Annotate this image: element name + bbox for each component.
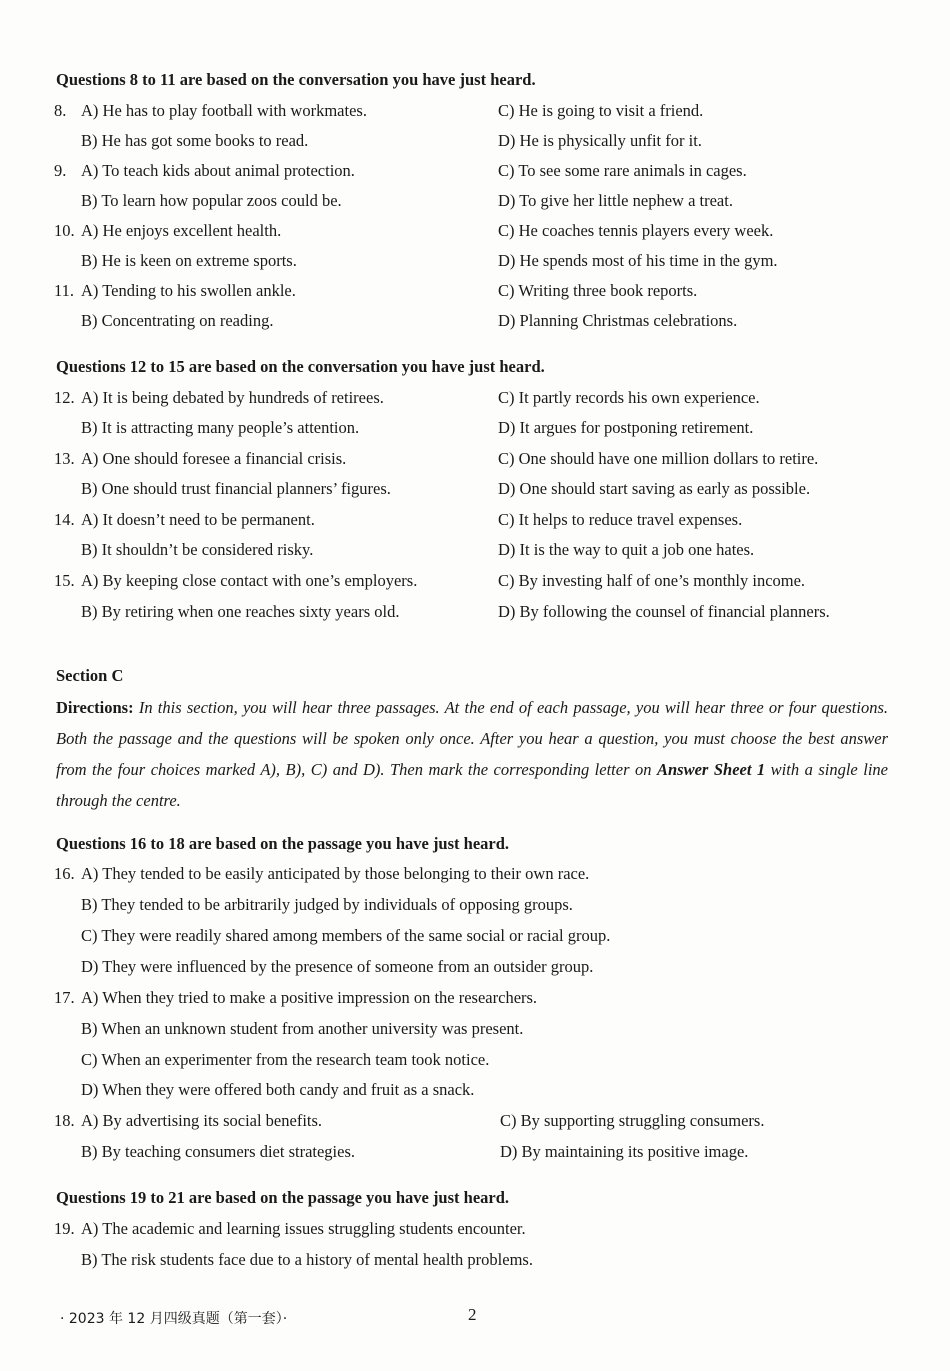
option-d: D) By following the counsel of financial planners. (498, 602, 830, 621)
option-b: B) To learn how popular zoos could be. (81, 191, 342, 210)
section-directions (56, 692, 888, 816)
question-16-row-b (0, 895, 950, 925)
option-a: A) He enjoys excellent health. (81, 221, 282, 240)
option-b: B) One should trust financial planners’ figures. (81, 479, 391, 498)
option-a: A) He has to play football with workmates. (81, 101, 367, 120)
question-15-row (0, 571, 950, 601)
question-number: 8. (54, 101, 67, 120)
question-13-row-2 (0, 479, 950, 509)
question-number: 16. (54, 864, 75, 883)
option-d: D) He is physically unfit for it. (498, 131, 702, 150)
option-b: B) He has got some books to read. (81, 131, 309, 150)
option-b: B) They tended to be arbitrarily judged by individuals of opposing groups. (81, 895, 573, 914)
option-a: A) It is being debated by hundreds of retirees. (81, 388, 384, 407)
option-a: A) Tending to his swollen ankle. (81, 281, 296, 300)
option-c: C) Writing three book reports. (498, 281, 698, 300)
option-d: D) One should start saving as early as possible. (498, 479, 811, 498)
question-16-row-a (0, 864, 950, 894)
option-d: D) He spends most of his time in the gym. (498, 251, 778, 270)
option-b: B) It shouldn’t be considered risky. (81, 540, 314, 559)
option-c: C) He coaches tennis players every week. (498, 221, 774, 240)
option-d: D) To give her little nephew a treat. (498, 191, 733, 210)
option-a: A) When they tried to make a positive impression on the researchers. (81, 988, 538, 1007)
question-number: 17. (54, 988, 75, 1007)
question-19-row-a (0, 1219, 950, 1249)
option-d: D) By maintaining its positive image. (500, 1142, 749, 1161)
section-title: Section C (56, 666, 124, 685)
option-b: B) Concentrating on reading. (81, 311, 274, 330)
question-9-row (0, 161, 950, 191)
question-group-heading: Questions 8 to 11 are based on the conversation you have just heard. (56, 70, 536, 89)
question-19-row-b (0, 1250, 950, 1280)
option-d: D) They were influenced by the presence of someone from an outsider group. (81, 957, 594, 976)
option-a: A) By keeping close contact with one’s employers. (81, 571, 418, 590)
question-11-row (0, 281, 950, 311)
option-d: D) When they were offered both candy and fruit as a snack. (81, 1080, 475, 1099)
option-c: C) It helps to reduce travel expenses. (498, 510, 743, 529)
question-8-row-2 (0, 131, 950, 161)
page-number: 2 (468, 1305, 477, 1324)
option-b: B) It is attracting many people’s attention. (81, 418, 360, 437)
option-c: C) When an experimenter from the research team took notice. (81, 1050, 490, 1069)
question-14-row-2 (0, 540, 950, 570)
question-18-row (0, 1111, 950, 1141)
option-c: C) By supporting struggling consumers. (500, 1111, 765, 1130)
option-b: B) By teaching consumers diet strategies. (81, 1142, 356, 1161)
question-number: 13. (54, 449, 75, 468)
question-number: 18. (54, 1111, 75, 1130)
question-8-row (0, 101, 950, 131)
option-c: C) He is going to visit a friend. (498, 101, 704, 120)
option-a: A) One should foresee a financial crisis. (81, 449, 347, 468)
option-d: D) Planning Christmas celebrations. (498, 311, 738, 330)
option-c: C) They were readily shared among members of the same social or racial group. (81, 926, 611, 945)
question-10-row (0, 221, 950, 251)
question-16-row-c (0, 926, 950, 956)
question-10-row-2 (0, 251, 950, 281)
question-number: 15. (54, 571, 75, 590)
option-a: A) It doesn’t need to be permanent. (81, 510, 315, 529)
question-number: 19. (54, 1219, 75, 1238)
option-b: B) He is keen on extreme sports. (81, 251, 297, 270)
question-11-row-2 (0, 311, 950, 341)
question-16-row-d (0, 957, 950, 987)
option-b: B) The risk students face due to a history of mental health problems. (81, 1250, 533, 1269)
option-a: A) They tended to be easily anticipated by those belonging to their own race. (81, 864, 590, 883)
option-c: C) It partly records his own experience. (498, 388, 760, 407)
directions-tail: with a single line through the centre. (56, 760, 888, 810)
option-c: C) One should have one million dollars to retire. (498, 449, 819, 468)
directions-text: In this section, you will hear three passages. At the end of each passage, you will hear three or four questions. Both the passage and the questions will be spoken only once. After you hear a question, you must choose the best answer from the four choices marked A), B), C) and D). Then mark the corresponding letter on (56, 698, 888, 779)
question-number: 14. (54, 510, 75, 529)
option-b: B) When an unknown student from another university was present. (81, 1019, 524, 1038)
footer-exam-title: · 2023 年 12 月四级真题（第一套）· (60, 1311, 288, 1327)
option-d: D) It argues for postponing retirement. (498, 418, 754, 437)
question-17-row-b (0, 1019, 950, 1049)
option-b: B) By retiring when one reaches sixty years old. (81, 602, 400, 621)
option-a: A) By advertising its social benefits. (81, 1111, 323, 1130)
question-number: 12. (54, 388, 75, 407)
directions-label: Directions: (56, 698, 134, 717)
answer-sheet-ref: Answer Sheet 1 (657, 760, 766, 779)
question-18-row-2 (0, 1142, 950, 1172)
question-14-row (0, 510, 950, 540)
question-number: 11. (54, 281, 75, 300)
question-12-row (0, 388, 950, 418)
question-15-row-2 (0, 602, 950, 632)
option-d: D) It is the way to quit a job one hates. (498, 540, 755, 559)
question-group-heading: Questions 12 to 15 are based on the conversation you have just heard. (56, 357, 545, 376)
question-17-row-d (0, 1080, 950, 1110)
question-12-row-2 (0, 418, 950, 448)
option-a: A) The academic and learning issues struggling students encounter. (81, 1219, 526, 1238)
question-17-row-c (0, 1050, 950, 1080)
question-17-row-a (0, 988, 950, 1018)
question-9-row-2 (0, 191, 950, 221)
question-group-heading: Questions 19 to 21 are based on the passage you have just heard. (56, 1188, 510, 1207)
question-number: 10. (54, 221, 75, 240)
option-c: C) To see some rare animals in cages. (498, 161, 747, 180)
question-group-heading: Questions 16 to 18 are based on the passage you have just heard. (56, 834, 510, 853)
question-number: 9. (54, 161, 67, 180)
question-13-row (0, 449, 950, 479)
option-c: C) By investing half of one’s monthly income. (498, 571, 806, 590)
option-a: A) To teach kids about animal protection. (81, 161, 355, 180)
